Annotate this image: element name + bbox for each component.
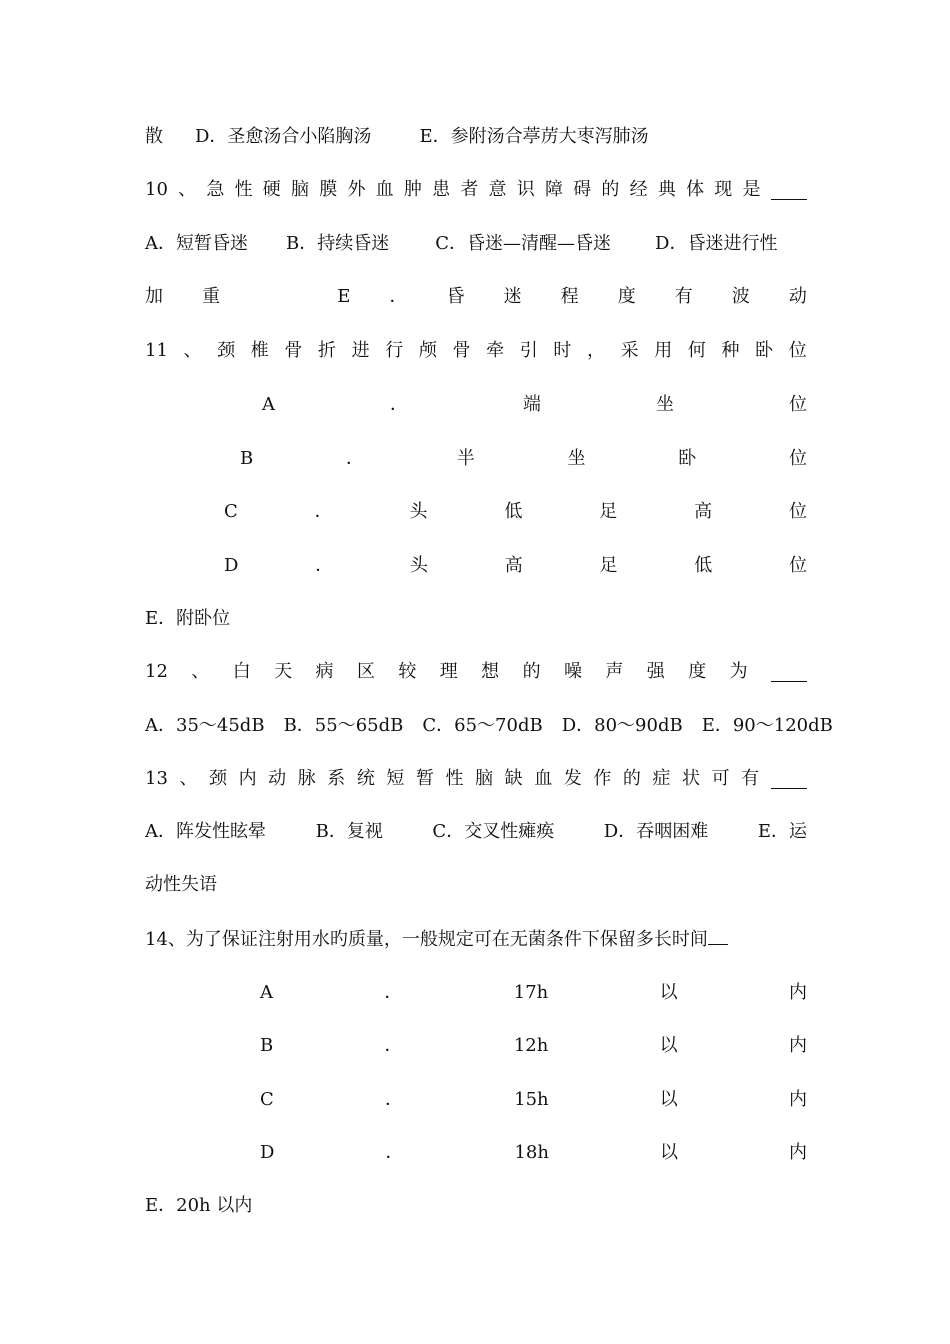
text-token: 的 xyxy=(622,768,641,789)
text-token: 低 xyxy=(504,501,523,522)
text-token: 脑 xyxy=(291,179,309,200)
option-d: D．80～90dB xyxy=(561,715,683,736)
option-b: B．持续昏迷 xyxy=(286,233,390,254)
text-token: 暂 xyxy=(415,768,434,789)
text-token: 迷 xyxy=(503,286,522,307)
text-token: 意 xyxy=(488,179,507,200)
option-d: D．吞咽困难 xyxy=(603,821,709,842)
text-token: B xyxy=(240,448,254,469)
option-e: E．运 xyxy=(757,821,807,842)
option-d: D．圣愈汤合小陷胸汤 xyxy=(195,126,372,147)
text-token: 昏 xyxy=(446,286,465,307)
text-token: 半 xyxy=(456,448,475,469)
text-token: 区 xyxy=(356,661,375,682)
text-token: 波 xyxy=(731,286,750,307)
text-token: D xyxy=(260,1142,275,1163)
text-token: 17h xyxy=(513,982,549,1003)
text-token: 肿 xyxy=(403,179,422,200)
question-12 xyxy=(145,659,807,685)
text-token: 动 xyxy=(268,768,287,789)
q14-option-a xyxy=(260,980,807,1006)
text-token: B xyxy=(260,1035,274,1056)
text-token: 位 xyxy=(788,448,807,469)
text-token: 颈 xyxy=(209,768,228,789)
text-token: C xyxy=(260,1089,274,1110)
text-token: 作 xyxy=(593,768,612,789)
text-token: D xyxy=(224,555,239,576)
text-token: 进 xyxy=(351,340,370,361)
text-token: 内 xyxy=(788,1089,807,1110)
text-token: 的 xyxy=(522,661,541,682)
text-token: 种 xyxy=(721,340,740,361)
option-e: E．90～120dB xyxy=(701,715,833,736)
text-token: 经 xyxy=(629,179,648,200)
text-token: 动 xyxy=(788,286,807,307)
text-token: 性 xyxy=(234,179,253,200)
text-token: 血 xyxy=(375,179,394,200)
text-token: 发 xyxy=(563,768,582,789)
text-token: 脑 xyxy=(475,768,494,789)
option-e: E．20h 以内 xyxy=(145,1195,253,1216)
text-token: 碍 xyxy=(573,179,592,200)
text-token: 急 xyxy=(206,179,225,200)
option-b: B．复视 xyxy=(315,821,383,842)
text-token: 13 xyxy=(145,768,168,789)
text-token: 颈 xyxy=(217,340,236,361)
option-a: A．阵发性眩晕 xyxy=(145,821,266,842)
text-token: 血 xyxy=(534,768,553,789)
text-token: 行 xyxy=(385,340,404,361)
text-token: 障 xyxy=(544,179,563,200)
answer-blank xyxy=(771,181,807,200)
text-token: A xyxy=(262,394,275,415)
text-token: ， xyxy=(587,340,606,361)
text-token: ． xyxy=(384,1089,403,1110)
q10-options-cont xyxy=(145,284,807,310)
text-token: 为 xyxy=(729,661,748,682)
text-token: ． xyxy=(345,448,364,469)
text-token: 程 xyxy=(560,286,579,307)
text-token: 想 xyxy=(481,661,500,682)
text-token: 性 xyxy=(445,768,464,789)
text-token: 加 xyxy=(145,286,163,307)
text-token: 足 xyxy=(599,555,618,576)
text-token: 病 xyxy=(315,661,334,682)
q13-options-cont xyxy=(145,872,807,898)
text-token: 何 xyxy=(687,340,706,361)
option-c: C．昏迷—清醒—昏迷 xyxy=(435,233,612,254)
text-token: 位 xyxy=(788,555,807,576)
text-token: A xyxy=(260,982,273,1003)
text-token: 度 xyxy=(617,286,636,307)
question-14 xyxy=(145,926,807,952)
question-10 xyxy=(145,177,807,203)
option-b: B．55～65dB xyxy=(283,715,404,736)
text-token: 天 xyxy=(274,661,293,682)
text-token: 患 xyxy=(432,179,451,200)
answer-blank xyxy=(771,663,807,682)
text-token: 头 xyxy=(409,501,428,522)
q14-option-c xyxy=(260,1087,807,1113)
text-token: 短 xyxy=(386,768,405,789)
question-13 xyxy=(145,766,807,792)
option-d: D．昏迷进行性 xyxy=(655,233,778,254)
text-token: 体 xyxy=(686,179,705,200)
text-token: 内 xyxy=(238,768,257,789)
text-token: 10 xyxy=(145,179,168,200)
text-token: 坐 xyxy=(567,448,586,469)
text-token: 以 xyxy=(659,1142,678,1163)
text-token: 膜 xyxy=(319,179,338,200)
text-token: ． xyxy=(389,286,408,307)
text-token: ． xyxy=(385,1142,404,1163)
text-token: ． xyxy=(384,1035,403,1056)
text-token: 识 xyxy=(516,179,535,200)
text-token: 统 xyxy=(356,768,375,789)
text-token: 度 xyxy=(688,661,707,682)
q14-option-b xyxy=(260,1033,807,1059)
text-token: 是 xyxy=(742,179,761,200)
option-c: C．65～70dB xyxy=(422,715,543,736)
text-token: 15h xyxy=(514,1089,549,1110)
text-token: 系 xyxy=(327,768,346,789)
text-token: 理 xyxy=(439,661,458,682)
text-token: 骨 xyxy=(452,340,471,361)
text-token: 11 xyxy=(145,340,168,361)
text-token: 坐 xyxy=(656,394,674,415)
text-token: 状 xyxy=(682,768,701,789)
text-token: 低 xyxy=(694,555,713,576)
option-c: C．交叉性瘫痪 xyxy=(432,821,555,842)
text-token: 有 xyxy=(674,286,693,307)
q10-options xyxy=(145,231,807,257)
answer-blank xyxy=(708,926,728,945)
text-token: 头 xyxy=(409,555,428,576)
text-token: 有 xyxy=(741,768,760,789)
text-token: 位 xyxy=(789,394,807,415)
q12-options xyxy=(145,713,833,739)
text-token: 典 xyxy=(657,179,676,200)
option-text: 散 xyxy=(145,126,163,147)
q9-options-tail xyxy=(145,124,807,150)
text-token: 现 xyxy=(714,179,733,200)
q11-option-d xyxy=(224,553,807,579)
text-token: 症 xyxy=(652,768,671,789)
text-token: 可 xyxy=(711,768,730,789)
option-text: 动性失语 xyxy=(145,874,217,895)
option-a: A．短暂昏迷 xyxy=(145,233,248,254)
q11-option-c xyxy=(224,499,807,525)
question-text: 14、为了保证注射用水旳质量，一般规定可在无菌条件下保留多长时间 xyxy=(145,929,708,950)
text-token: 内 xyxy=(789,982,807,1003)
text-token: 缺 xyxy=(504,768,523,789)
answer-blank xyxy=(771,770,807,789)
q14-option-d xyxy=(260,1140,807,1166)
text-token: 硬 xyxy=(262,179,281,200)
text-token: 、 xyxy=(178,179,197,200)
text-token: 、 xyxy=(179,768,198,789)
text-token: C xyxy=(224,501,238,522)
text-token: 12h xyxy=(513,1035,549,1056)
q11-option-a xyxy=(262,392,807,418)
text-token: 较 xyxy=(398,661,417,682)
text-token: 的 xyxy=(601,179,620,200)
text-token: ． xyxy=(390,394,408,415)
text-token: 内 xyxy=(788,1035,807,1056)
text-token: ． xyxy=(384,982,403,1003)
text-token: 位 xyxy=(788,501,807,522)
text-token: 脉 xyxy=(297,768,316,789)
text-token: 采 xyxy=(620,340,639,361)
text-token: 噪 xyxy=(563,661,582,682)
text-token: 椎 xyxy=(250,340,269,361)
text-token: 足 xyxy=(599,501,618,522)
text-token: 、 xyxy=(191,661,210,682)
text-token: 重 xyxy=(202,286,221,307)
text-token: 白 xyxy=(232,661,251,682)
option-e: E．参附汤合葶苈大枣泻肺汤 xyxy=(419,126,649,147)
text-token: 卧 xyxy=(755,340,774,361)
q14-option-e xyxy=(145,1193,807,1219)
text-token: 位 xyxy=(788,340,807,361)
text-token: 强 xyxy=(646,661,665,682)
text-token: 外 xyxy=(347,179,366,200)
q11-option-e xyxy=(145,606,807,632)
text-token: 引 xyxy=(519,340,538,361)
text-token: 者 xyxy=(460,179,479,200)
text-token: 时 xyxy=(553,340,572,361)
text-token: 颅 xyxy=(418,340,437,361)
text-token: 内 xyxy=(789,1142,807,1163)
option-a: A．35～45dB xyxy=(145,715,265,736)
text-token: 端 xyxy=(523,394,541,415)
text-token: 以 xyxy=(659,1089,678,1110)
text-token: 12 xyxy=(145,661,168,682)
option-e: E．附卧位 xyxy=(145,608,231,629)
text-token: 以 xyxy=(659,1035,678,1056)
text-token: 用 xyxy=(654,340,673,361)
text-token: 折 xyxy=(318,340,337,361)
q13-options xyxy=(145,819,807,845)
question-11 xyxy=(145,338,807,364)
text-token: ． xyxy=(314,501,333,522)
text-token: ． xyxy=(315,555,334,576)
text-token: 高 xyxy=(504,555,523,576)
text-token: 以 xyxy=(659,982,678,1003)
text-token: 、 xyxy=(183,340,202,361)
text-token: 声 xyxy=(605,661,624,682)
text-token: 牵 xyxy=(486,340,505,361)
text-token: 高 xyxy=(694,501,713,522)
text-token: 18h xyxy=(514,1142,549,1163)
text-token: 骨 xyxy=(284,340,303,361)
text-token: E xyxy=(337,286,351,307)
text-token: 卧 xyxy=(678,448,697,469)
q11-option-b xyxy=(240,446,807,472)
